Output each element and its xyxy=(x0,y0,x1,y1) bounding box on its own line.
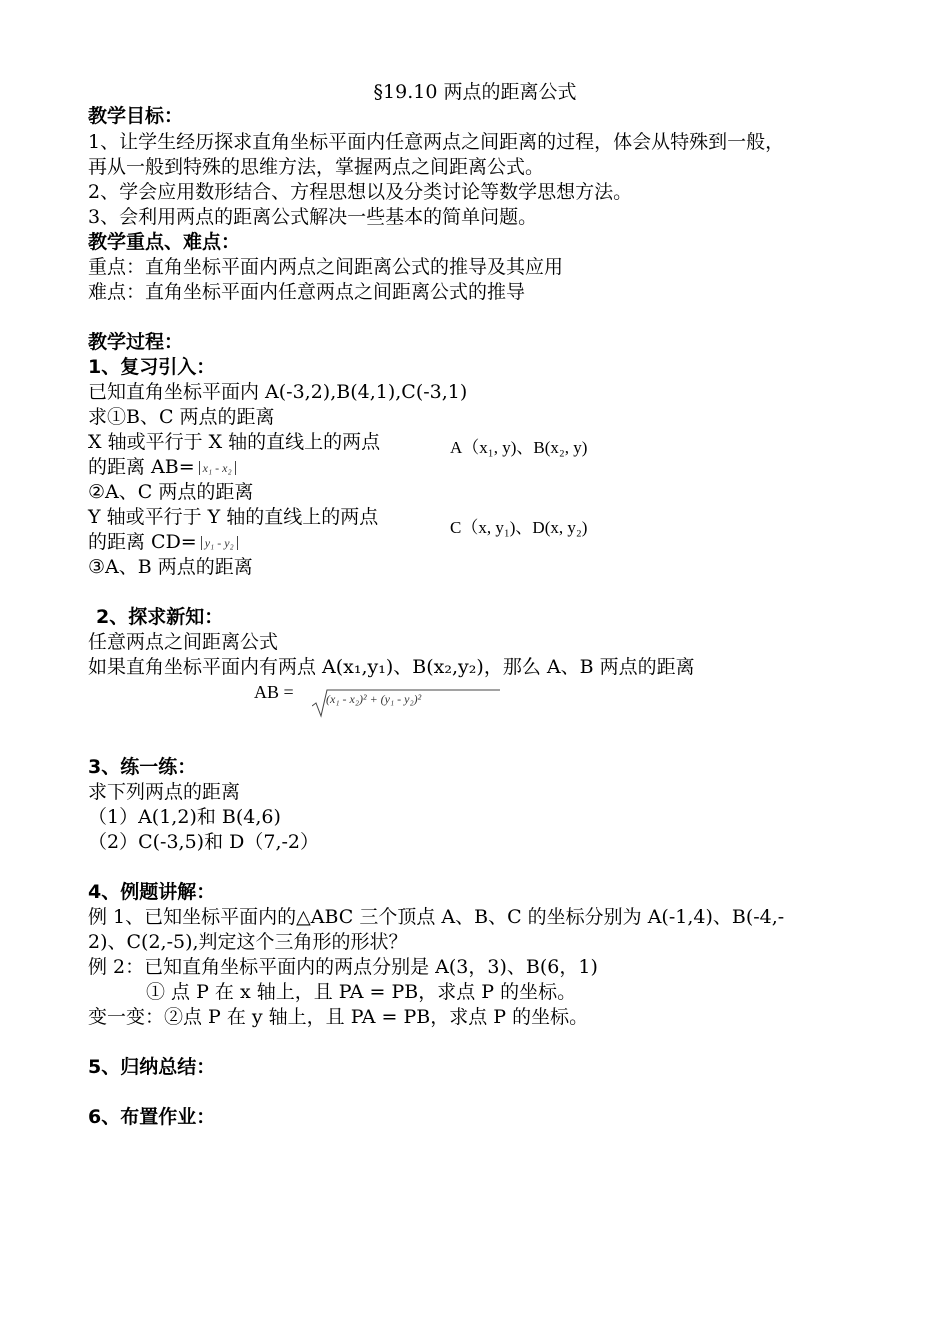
y-axis-note-line-1: Y 轴或平行于 Y 轴的直线上的两点 xyxy=(88,506,379,528)
x-abs-expression: x₁ - x₂ xyxy=(199,461,236,475)
example-1-line-1: 例 1、已知坐标平面内的△ABC 三个顶点 A、B、C 的坐标分别为 A(-1,4)、B(-4,- xyxy=(88,906,785,928)
example-variant: 变一变：②点 P 在 y 轴上，且 PA = PB，求点 P 的坐标。 xyxy=(88,1006,589,1028)
page-title: §19.10 两点的距离公式 xyxy=(373,81,577,103)
example-2-part-1: ① 点 P 在 x 轴上，且 PA = PB，求点 P 的坐标。 xyxy=(146,981,577,1003)
key-points-heading: 教学重点、难点： xyxy=(88,231,241,253)
explore-statement: 如果直角坐标平面内有两点 A(x₁,y₁)、B(x₂,y₂)，那么 A、B 两点的距离 xyxy=(88,656,695,678)
objective-2: 2、学会应用数形结合、方程思想以及分类讨论等数学思想方法。 xyxy=(88,181,633,203)
process-heading: 教学过程： xyxy=(88,331,184,353)
review-question-2: ②A、C 两点的距离 xyxy=(88,481,254,503)
example-1-line-2: 2)、C(2,-5),判定这个三角形的形状？ xyxy=(88,931,408,953)
objectives-heading: 教学目标： xyxy=(88,105,184,127)
y-abs-expression: y₁ - y₂ xyxy=(201,536,238,550)
formula-rhs: (x₁ - x₂)² + (y₁ - y₂)² xyxy=(326,692,422,706)
y-axis-note-line-2 xyxy=(88,530,238,554)
summary-heading: 5、归纳总结： xyxy=(88,1056,216,1078)
practice-item-1: （1）A(1,2)和 B(4,6) xyxy=(88,806,281,828)
practice-item-2: （2）C(-3,5)和 D（7,-2） xyxy=(88,831,319,853)
x-axis-distance-label: 的距离 AB= xyxy=(88,456,195,478)
formula-lhs: AB = xyxy=(254,682,294,702)
review-question-1: 求①B、C 两点的距离 xyxy=(88,406,275,428)
x-axis-note-line-2 xyxy=(88,455,236,479)
x-axis-note-line-1: X 轴或平行于 X 轴的直线上的两点 xyxy=(88,431,381,453)
objective-1-line-1: 1、让学生经历探求直角坐标平面内任意两点之间距离的过程，体会从特殊到一般， xyxy=(88,131,785,153)
examples-heading: 4、例题讲解： xyxy=(88,881,216,903)
aside-points-ab: A（x₁, y)、B(x₂, y) xyxy=(450,438,588,457)
key-point-difficulty: 难点：直角坐标平面内任意两点之间距离公式的推导 xyxy=(88,281,526,303)
example-2: 例 2：已知直角坐标平面内的两点分别是 A(3，3)、B(6，1) xyxy=(88,956,598,978)
aside-points-cd: C（x, y₁)、D(x, y₂) xyxy=(450,518,588,537)
practice-heading: 3、练一练： xyxy=(88,756,197,778)
key-point-focus: 重点：直角坐标平面内两点之间距离公式的推导及其应用 xyxy=(88,256,564,278)
practice-prompt: 求下列两点的距离 xyxy=(88,781,241,803)
review-heading: 1、复习引入： xyxy=(88,356,216,378)
y-axis-distance-label: 的距离 CD= xyxy=(88,531,197,553)
review-given: 已知直角坐标平面内 A(-3,2),B(4,1),C(-3,1) xyxy=(88,381,468,403)
homework-heading: 6、布置作业： xyxy=(88,1106,216,1128)
explore-subtitle: 任意两点之间距离公式 xyxy=(88,631,279,653)
objective-1-line-2: 再从一般到特殊的思维方法，掌握两点之间距离公式。 xyxy=(88,156,545,178)
objective-3: 3、会利用两点的距离公式解决一些基本的简单问题。 xyxy=(88,206,538,228)
review-question-3: ③A、B 两点的距离 xyxy=(88,556,253,578)
explore-heading: 2、探求新知： xyxy=(96,606,224,628)
